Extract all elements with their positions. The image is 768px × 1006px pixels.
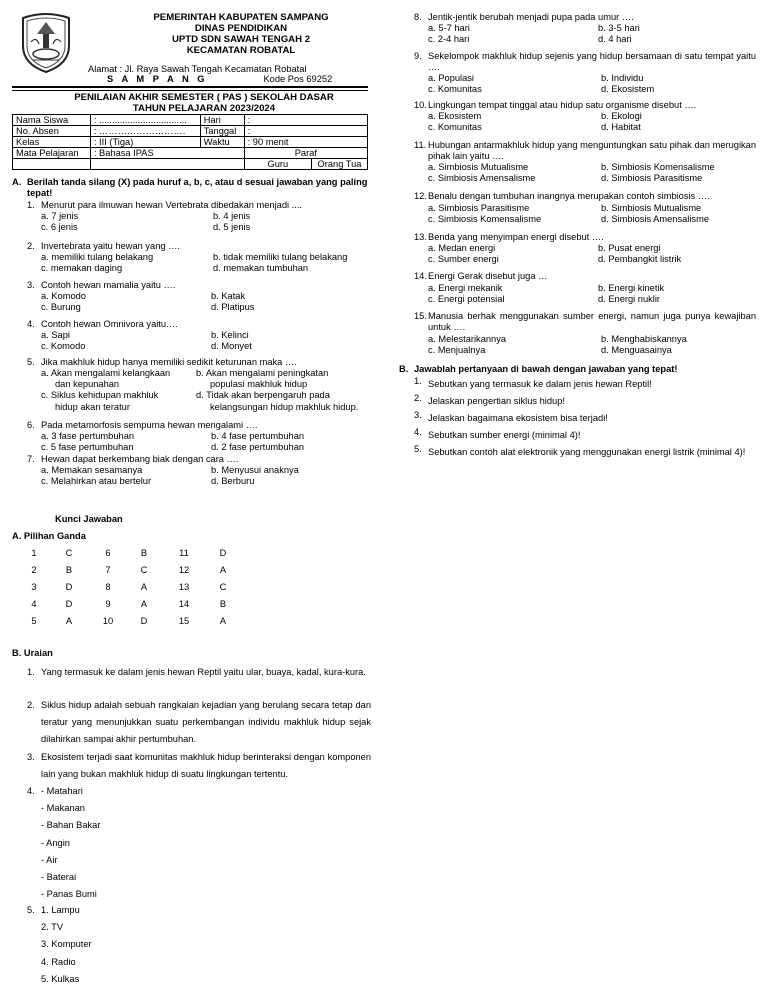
option-a[interactable]: a. Populasi [428,73,474,83]
option-d[interactable]: d. Berburu [211,476,255,486]
option-a[interactable]: a. Memakan sesamanya [41,465,143,475]
option-b[interactable]: b. 3-5 hari [598,23,640,33]
option-c[interactable]: c. 5 fase pertumbuhan [41,442,134,452]
key-answer: C [140,565,148,575]
question-text: Lingkungan tempat tinggal atau hidup satu organisme disebut …. [428,100,697,110]
agency-name: DINAS PENDIDIKAN [194,23,288,34]
section-b-label: B. [399,364,409,374]
exam-year: TAHUN PELAJARAN 2023/2024 [132,103,276,114]
key-answer: B [219,599,227,609]
essay-question-text: Sebutkan sumber energi (minimal 4)! [428,430,581,440]
teacher-sign[interactable]: Guru [244,159,311,170]
question-number: 14. [414,271,427,281]
key-answer: D [219,548,227,558]
key-answer: D [65,582,73,592]
option-d[interactable]: d. Ekosistem [601,84,655,94]
option-a[interactable]: a. Simbiosis Mutualisme [428,162,529,172]
key-number: 6 [105,548,111,558]
key-number: 8 [105,582,111,592]
option-c[interactable]: c. memakan daging [41,263,123,273]
key-number: 11 [179,548,189,558]
question-text: Hubungan antarmakhluk hidup yang menguntungkan satu pihak dan merugikan pihak lain yaitu …. [428,140,756,161]
option-d[interactable]: d. Simbiosis Amensalisme [601,214,709,224]
student-info-table: Nama Siswa : .................................. Hari : No. Absen : ………………………. Tanggal : Kelas : III (Tiga) Waktu : 90 menit Mata Pelajaran : Bahasa IPAS Paraf Guru Orang Tua [12,114,368,170]
essay-answer-text: 1. Lampu [41,905,80,915]
essay-answer-number: 3. [27,752,35,762]
option-a[interactable]: a. Energi mekanik [428,283,503,293]
section-a-label: A. [12,177,22,187]
question-text: Contoh hewan Omnivora yaitu…. [41,319,178,329]
option-a[interactable]: a. Melestarikannya [428,334,507,344]
question-number: 3. [27,280,35,290]
option-b[interactable]: b. Simbiosis Komensalisme [601,162,715,172]
option-d[interactable]: d. Habitat [601,122,641,132]
question-number: 15. [414,311,427,321]
option-c[interactable]: c. Komunitas [428,84,482,94]
essay-answer-text: Ekosistem terjadi saat komunitas makhluk hidup berinteraksi dengan komponen lain yang bukan makhluk hidup di suatu lingkungan tertentu. [41,752,371,780]
option-b-cont: populasi makhluk hidup [210,379,308,389]
header-rule-thick [12,86,368,88]
question-text: Pada metamorfosis sempurna hewan mengalami …. [41,420,258,430]
question-text: Menurut para ilmuwan hewan Vertebrata dibedakan menjadi .... [41,200,302,210]
essay-answer-number: 1. [27,667,35,677]
key-answer: D [65,599,73,609]
essay-question-number: 4. [414,427,422,437]
sampang-regency-emblem [19,12,73,74]
question-text: Sekelompok makhluk hidup sejenis yang hidup bersamaan di satu tempat yaitu …. [428,51,756,72]
key-answer: B [140,548,148,558]
question-text: Invertebrata yaitu hewan yang …. [41,241,181,251]
option-a[interactable]: a. Akan mengalami kelangkaan [41,368,171,378]
option-b[interactable]: b. Menyusui anaknya [211,465,299,475]
option-d[interactable]: d. 4 hari [598,34,632,44]
option-d[interactable]: d. Tidak akan berpengaruh pada [196,390,330,400]
key-answer: A [140,599,148,609]
option-b[interactable]: b. Katak [211,291,246,301]
question-number: 10. [414,100,427,110]
option-b[interactable]: b. 4 fase pertumbuhan [211,431,305,441]
question-number: 11. [414,140,427,150]
option-c[interactable]: c. Simbiosis Amensalisme [428,173,536,183]
question-number: 4. [27,319,35,329]
question-text: Benalu dengan tumbuhan inangnya merupakan contoh simbiosis …. [428,191,710,201]
answer-key-title: Kunci Jawaban [55,514,123,524]
option-d[interactable]: d. Monyet [211,341,252,351]
option-b[interactable]: b. Simbiosis Mutualisme [601,203,702,213]
essay-answer-text: - Matahari [41,786,83,796]
essay-question-number: 5. [414,444,422,454]
key-number: 3 [31,582,37,592]
option-d[interactable]: d. 2 fase pertumbuhan [211,442,305,452]
option-a[interactable]: a. Sapi [41,330,70,340]
section-b-instruction: Jawablah pertanyaan di bawah dengan jawaban yang tepat! [414,364,678,374]
key-number: 4 [31,599,37,609]
option-a[interactable]: a. 7 jenis [41,211,79,221]
option-b[interactable]: b. Menghabiskannya [601,334,687,344]
multiple-choice-key-label: A. Pilihan Ganda [12,531,86,541]
option-d[interactable]: d. memakan tumbuhan [213,263,309,273]
option-a[interactable]: a. 3 fase pertumbuhan [41,431,135,441]
essay-answer-list-item: - Air [41,854,58,865]
question-text: Benda yang menyimpan energi disebut …. [428,232,604,242]
question-text: Jika makhluk hidup hanya memiliki sedikit keturunan maka …. [41,357,297,367]
city-line: S A M P A N G Kode Pos 69252 [107,74,333,84]
student-name-field[interactable]: : .................................. [90,115,200,126]
key-answer: A [140,582,148,592]
day-field[interactable]: : [244,115,367,126]
question-number: 5. [27,357,35,367]
option-a[interactable]: a. Medan energi [428,243,496,253]
section-a-instruction: Berilah tanda silang (X) pada huruf a, b, c, atau d sesuai jawaban yang paling tepat! [27,177,368,198]
essay-answer-text: Siklus hidup adalah sebuah rangkaian kejadian yang berulang secara tetap dan teratur yang menunjukkan suatu perkembangan individu makhluk hidup sejak dilahirkan sampai akhir pertumbuhan. [41,700,371,745]
option-c[interactable]: c. Komunitas [428,122,482,132]
option-c[interactable]: c. Energi potensial [428,294,505,304]
question-number: 2. [27,241,35,251]
essay-answer-list-item: - Panas Bumi [41,889,97,900]
essay-answer-list-item: 5. Kulkas [41,973,80,984]
key-number: 1 [31,548,37,558]
essay-question-number: 3. [414,410,422,420]
question-text: Jentik-jentik berubah menjadi pupa pada umur …. [428,12,634,22]
key-answer: A [219,565,227,575]
essay-answer-list-item: - Makanan [41,803,85,814]
essay-answer-number: 4. [27,786,35,796]
option-c[interactable]: c. Menjualnya [428,345,486,355]
key-number: 12 [178,565,190,575]
option-d[interactable]: d. Platipus [211,302,255,312]
essay-answer-list-item: - Angin [41,837,70,848]
essay-question-number: 1. [414,376,422,386]
option-c[interactable]: c. Siklus kehidupan makhluk [41,390,159,400]
essay-answer-number: 2. [27,700,35,710]
question-text: Manusia berhak menggunakan sumber energi, namun juga punya kewajiban untuk …. [428,311,756,332]
key-answer: C [65,548,73,558]
question-text: Hewan dapat berkembang biak dengan cara …. [41,454,239,464]
key-number: 5 [31,616,37,626]
option-b[interactable]: b. Individu [601,73,644,83]
question-number: 12. [414,191,427,201]
essay-question-text: Sebutkan yang termasuk ke dalam jenis hewan Reptil! [428,379,652,389]
essay-key-label: B. Uraian [12,648,53,658]
essay-question-number: 2. [414,393,422,403]
option-a[interactable]: a. Simbiosis Parasitisme [428,203,530,213]
question-number: 1. [27,200,35,210]
option-d[interactable]: d. Pembangkit listrik [598,254,682,264]
key-number: 2 [31,565,37,575]
option-b[interactable]: b. Ekologi [601,111,642,121]
option-b[interactable]: b. tidak memiliki tulang belakang [213,252,348,262]
date-field[interactable]: : [244,126,367,137]
question-number: 13. [414,232,427,242]
key-answer: D [140,616,148,626]
option-c[interactable]: c. Komodo [41,341,86,351]
essay-question-text: Jelaskan bagaimana ekosistem bisa terjadi! [428,413,608,423]
option-c[interactable]: c. 6 jenis [41,222,78,232]
essay-question-text: Jelaskan pengertian siklus hidup! [428,396,565,406]
essay-answer-list-item: - Baterai [41,872,77,882]
option-a[interactable]: a. Komodo [41,291,86,301]
essay-answer-text: Yang termasuk ke dalam jenis hewan Reptil yaitu ular, buaya, kadal, kura-kura. [41,667,366,677]
option-c[interactable]: c. Sumber energi [428,254,499,264]
option-a[interactable]: a. Ekosistem [428,111,482,121]
essay-answer-number: 5. [27,905,35,915]
question-number: 7. [27,454,35,464]
option-d[interactable]: d. Energi nuklir [598,294,661,304]
key-number: 13 [178,582,190,592]
option-c-cont: hidup akan teratur [55,402,130,412]
option-b[interactable]: b. 4 jenis [213,211,251,221]
govt-name: PEMERINTAH KABUPATEN SAMPANG [153,12,329,23]
key-answer: C [219,582,227,592]
question-number: 8. [414,12,422,22]
school-address: Alamat : Jl. Raya Sawah Tengah Kecamatan Robatal [88,64,307,74]
option-b[interactable]: b. Akan mengalami peningkatan [196,368,329,378]
school-name: UPTD SDN SAWAH TENGAH 2 [171,34,311,45]
key-number: 15 [178,616,190,626]
district-name: KECAMATAN ROBATAL [186,45,296,56]
option-c[interactable]: c. Melahirkan atau bertelur [41,476,152,486]
option-d[interactable]: d. Simbiosis Parasitisme [601,173,703,183]
option-b[interactable]: b. Pusat energi [598,243,661,253]
key-number: 14 [178,599,190,609]
parent-sign[interactable]: Orang Tua [312,159,368,170]
option-a-cont: dan kepunahan [55,379,120,389]
option-b[interactable]: b. Kelinci [211,330,249,340]
absen-field[interactable]: : ………………………. [90,126,200,137]
option-a[interactable]: a. memiliki tulang belakang [41,252,154,262]
essay-answer-list-item: 4. Radio [41,956,76,967]
option-c[interactable]: c. 2-4 hari [428,34,470,44]
key-number: 10 [102,616,114,626]
essay-answer-list-item: 3. Komputer [41,939,92,950]
essay-question-text: Sebutkan contoh alat elektronik yang menggunakan energi listrik (minimal 4)! [428,447,746,457]
key-number: 7 [105,565,111,575]
key-answer: B [65,565,73,575]
option-d[interactable]: d. 5 jenis [213,222,251,232]
key-number: 9 [105,599,111,609]
question-number: 6. [27,420,35,430]
question-text: Contoh hewan mamalia yaitu …. [41,280,176,290]
key-answer: A [65,616,73,626]
essay-answer-list-item: - Bahan Bakar [41,820,101,831]
essay-answer-list-item: 2. TV [41,922,64,933]
option-d-cont: kelangsungan hidup makhluk hidup. [210,402,359,412]
option-c[interactable]: c. Burung [41,302,81,312]
header-rule-thin [12,90,368,91]
exam-title: PENILAIAN AKHIR SEMESTER ( PAS ) SEKOLAH DASAR [74,92,334,103]
question-text: Energi Gerak disebut juga … [428,271,548,281]
question-number: 9. [414,51,422,61]
option-b[interactable]: b. Energi kinetik [598,283,665,293]
option-d[interactable]: d. Menguasainya [601,345,672,355]
key-answer: A [219,616,227,626]
option-c[interactable]: c. Simbiosis Komensalisme [428,214,542,224]
option-a[interactable]: a. 5-7 hari [428,23,470,33]
